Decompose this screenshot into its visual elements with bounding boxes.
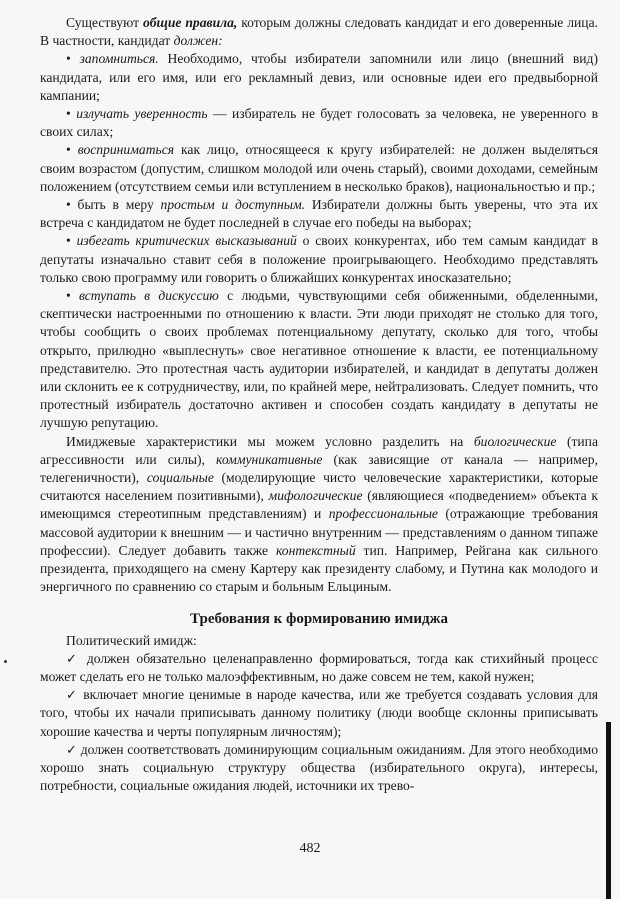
scan-edge-shadow bbox=[606, 722, 611, 899]
text-run: Существуют bbox=[66, 15, 143, 30]
paragraph bbox=[40, 686, 598, 741]
text-run: с людьми, чувствующими себя обиженными, обделенными, скептически настроенными по отношению к власти. Эти люди приходят не столько для того, чтобы сообщить о своих проблемах потенциальному депутату, сколько для того, чтобы открыто, прилюдно «выплеснуть» свое негативное отношение к власти, ее потенциальному представителю. Это протестная часть аудитории избирателей, и кандидат в депутаты должен или склонить ее к сотрудничеству, или, по крайней мере, нейтрализовать. Следует помнить, что протестный избиратель достаточно активен и способен создать кандидату в депутаты не лучшую репутацию. bbox=[40, 288, 598, 431]
text-run: как лицо, относящееся к кругу избирателей: не должен выделяться своим возрастом (допустим, слишком молодой или очень старый), своими доходами, семейным положением (отсутствием семьи или вступлением в несколько браков), национальностью и пр.; bbox=[40, 142, 598, 194]
text-run: Необходимо, чтобы избиратели запомнили или лицо (внешний вид) кандидата, или его имя, или его рекламный девиз, или основные идеи его предвыборной кампании; bbox=[40, 51, 598, 103]
emphasis-text: коммуникативные bbox=[216, 451, 323, 467]
paragraph bbox=[40, 741, 598, 796]
body-text-section-1 bbox=[40, 14, 598, 597]
text-run: • bbox=[66, 142, 78, 158]
emphasis-text: профессиональные bbox=[328, 506, 438, 522]
emphasis-text: контекстный bbox=[275, 542, 356, 558]
emphasis-text: восприниматься bbox=[77, 142, 175, 158]
text-run: Политический имидж: bbox=[66, 632, 197, 648]
text-run: должен обязательно целенаправленно формироваться, тогда как стихийный процесс может сделать его не только малоэффективным, но даже совсем не тем, какой нужен; bbox=[40, 650, 598, 684]
section-heading: Требования к формированию имиджа bbox=[190, 610, 448, 627]
page-number: 482 bbox=[299, 841, 321, 856]
text-run: (как зависящие от канала — например, телегеничности), bbox=[40, 451, 598, 486]
scan-speck bbox=[4, 660, 7, 663]
text-run: включает многие ценимые в народе качества, или же требуется создавать условия для того, чтобы их начали приписывать данному политику (люди вообще склонны приписывать хорошие качества и черты популярным личностям); bbox=[40, 687, 598, 739]
emphasis-text: должен: bbox=[173, 33, 223, 49]
emphasis-text: простым и доступным. bbox=[160, 197, 306, 213]
paragraph bbox=[40, 196, 598, 232]
text-run: Имиджевые характеристики мы можем условно разделить на bbox=[66, 433, 474, 449]
text-run: (отражающие требования массовой аудитории к внешним — и частично внутренним — представлениям о данном типаже профессии). Следует добавить также bbox=[40, 506, 598, 558]
text-run: Избиратели должны быть уверены, что эта их встреча с кандидатом не будет последней в случае его победы на выборах; bbox=[40, 197, 598, 231]
paragraph bbox=[40, 632, 598, 650]
paragraph bbox=[40, 50, 598, 105]
text-run: тип. Например, Рейгана как сильного президента, приходящего на смену Картеру как президенту слабому, и Путина как молодого и энергичного по сравнению со старым и больным Ельциным. bbox=[40, 542, 598, 595]
text-run: (моделирующие чисто человеческие характеристики, которые считаются населением позитивными), bbox=[40, 470, 598, 504]
emphasis-text: социальные bbox=[146, 470, 214, 486]
text-run: (являющиеся «подведением» объекта к имеющимся стереотипным представлениям) и bbox=[40, 488, 598, 522]
text-run: • bbox=[66, 106, 77, 122]
body-text-section-2 bbox=[40, 632, 598, 796]
checkmark-icon: ✓ bbox=[66, 650, 87, 666]
checkmark-icon: ✓ bbox=[66, 741, 81, 757]
paragraph bbox=[40, 105, 598, 141]
book-page bbox=[40, 14, 598, 795]
text-run: должен соответствовать доминирующим социальным ожиданиям. Для этого необходимо хорошо знать социальную структуру общества (избирательного округа), интересы, потребности, социальные ожидания людей, источники их трево- bbox=[40, 741, 598, 794]
text-run: которым должны следовать кандидат и его доверенные лица. В частности, кандидат bbox=[40, 15, 598, 49]
emphasis-text: запомниться. bbox=[79, 51, 159, 67]
emphasis-text: излучать уверенность bbox=[76, 106, 208, 122]
text-run: (типа агрессивности или силы), bbox=[40, 433, 598, 467]
paragraph bbox=[40, 650, 598, 686]
paragraph bbox=[40, 433, 598, 597]
text-run: • быть в меру bbox=[66, 197, 161, 213]
emphasis-text: биологические bbox=[473, 433, 557, 449]
text-run: • bbox=[66, 51, 80, 67]
emphasis-text: вступать в дискуссию bbox=[79, 288, 219, 304]
text-run: о своих конкурентах, ибо тем самым кандидат в депутаты изначально ставит себя в положение проигрывающего. Необходимо представлять только свою программу или говорить о ближайших конкурентах иносказательно; bbox=[40, 233, 598, 285]
emphasis-text: избегать критических высказываний bbox=[76, 233, 297, 249]
text-run: • bbox=[66, 233, 77, 249]
paragraph bbox=[40, 232, 598, 287]
text-run: • bbox=[66, 288, 80, 304]
checkmark-icon: ✓ bbox=[66, 687, 84, 703]
paragraph bbox=[40, 141, 598, 196]
paragraph bbox=[40, 287, 598, 433]
paragraph bbox=[40, 14, 598, 50]
emphasis-text: мифологические bbox=[268, 488, 363, 504]
text-run: — избиратель не будет голосовать за человека, не уверенного в своих силах; bbox=[40, 106, 598, 140]
strong-emphasis-text: общие правила, bbox=[142, 15, 238, 30]
